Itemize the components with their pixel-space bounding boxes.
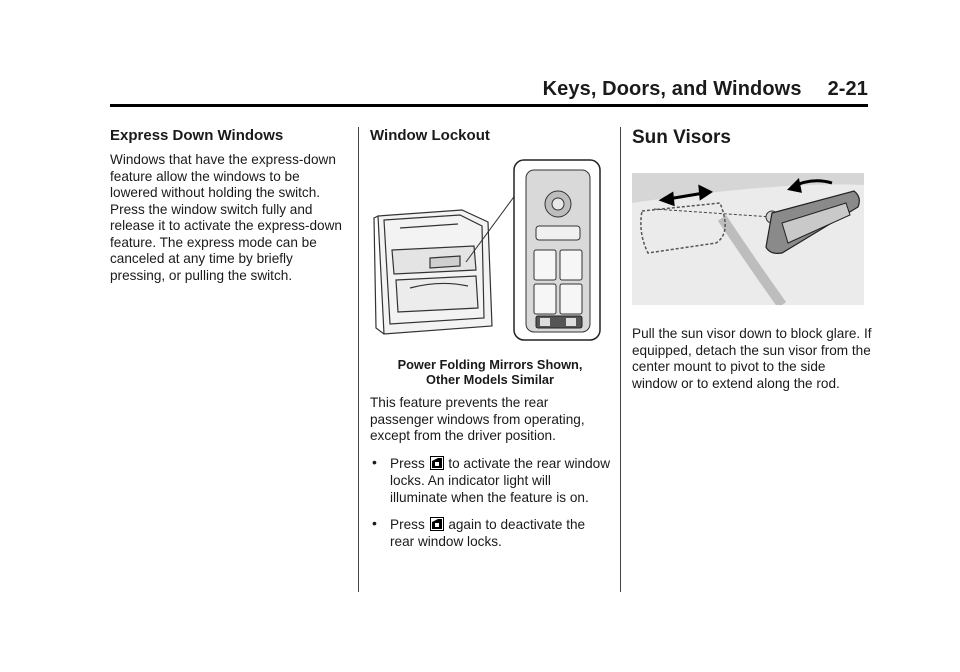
- page-number: 2-21: [827, 78, 868, 100]
- sun-visors-body: Pull the sun visor down to block glare. If equipped, detach the sun visor from the center mount to pivot to the side window or to extend along the rod.: [632, 326, 872, 391]
- caption-line-2: Other Models Similar: [425, 372, 554, 387]
- column-divider: [358, 127, 359, 592]
- express-down-body: Windows that have the express-down feature allow the windows to be lowered without holding the switch. Press the window switch fully and release it to activate the express-down feature. The express mode can be canceled at any time by briefly pressing, or pulling the switch.: [110, 152, 342, 283]
- header-section: Keys, Doors, and Windows: [542, 78, 802, 100]
- bullet-text-after: again to deactivate the rear window locks.: [390, 516, 586, 549]
- caption-line-1: Power Folding Mirrors Shown,: [397, 357, 583, 372]
- header-title: [543, 78, 868, 101]
- door-panel-drawing: [374, 210, 492, 334]
- window-lockout-steps: [370, 455, 610, 550]
- express-down-section: [110, 127, 350, 284]
- door-switch-figure: [370, 158, 610, 387]
- column-divider: [620, 127, 621, 592]
- sun-visors-section: [632, 127, 872, 392]
- bullet-text-before: Press: [390, 516, 425, 532]
- figure-caption: [370, 357, 610, 387]
- bullet-text-before: Press: [390, 455, 425, 471]
- bullet-text-after: to activate the rear window locks. An indicator light will illuminate when the feature is on.: [390, 455, 611, 505]
- list-item: [370, 455, 610, 506]
- express-down-heading: Express Down Windows: [110, 127, 284, 144]
- sun-visors-heading: Sun Visors: [632, 127, 731, 148]
- list-item: [370, 516, 610, 550]
- bullet-icon: •: [372, 514, 377, 531]
- sun-visor-illustration: [632, 173, 864, 305]
- window-lock-icon: [430, 517, 444, 531]
- window-lockout-section: [370, 127, 610, 560]
- door-switch-illustration: [370, 158, 602, 342]
- bullet-icon: •: [372, 453, 377, 470]
- window-lockout-intro: This feature prevents the rear passenger windows from operating, except from the driver position.: [370, 395, 585, 443]
- window-lock-icon: [430, 456, 444, 470]
- window-lockout-heading: Window Lockout: [370, 127, 490, 144]
- sun-visor-figure: [632, 173, 872, 310]
- header-rule: [110, 104, 868, 107]
- switch-callout: [514, 160, 600, 340]
